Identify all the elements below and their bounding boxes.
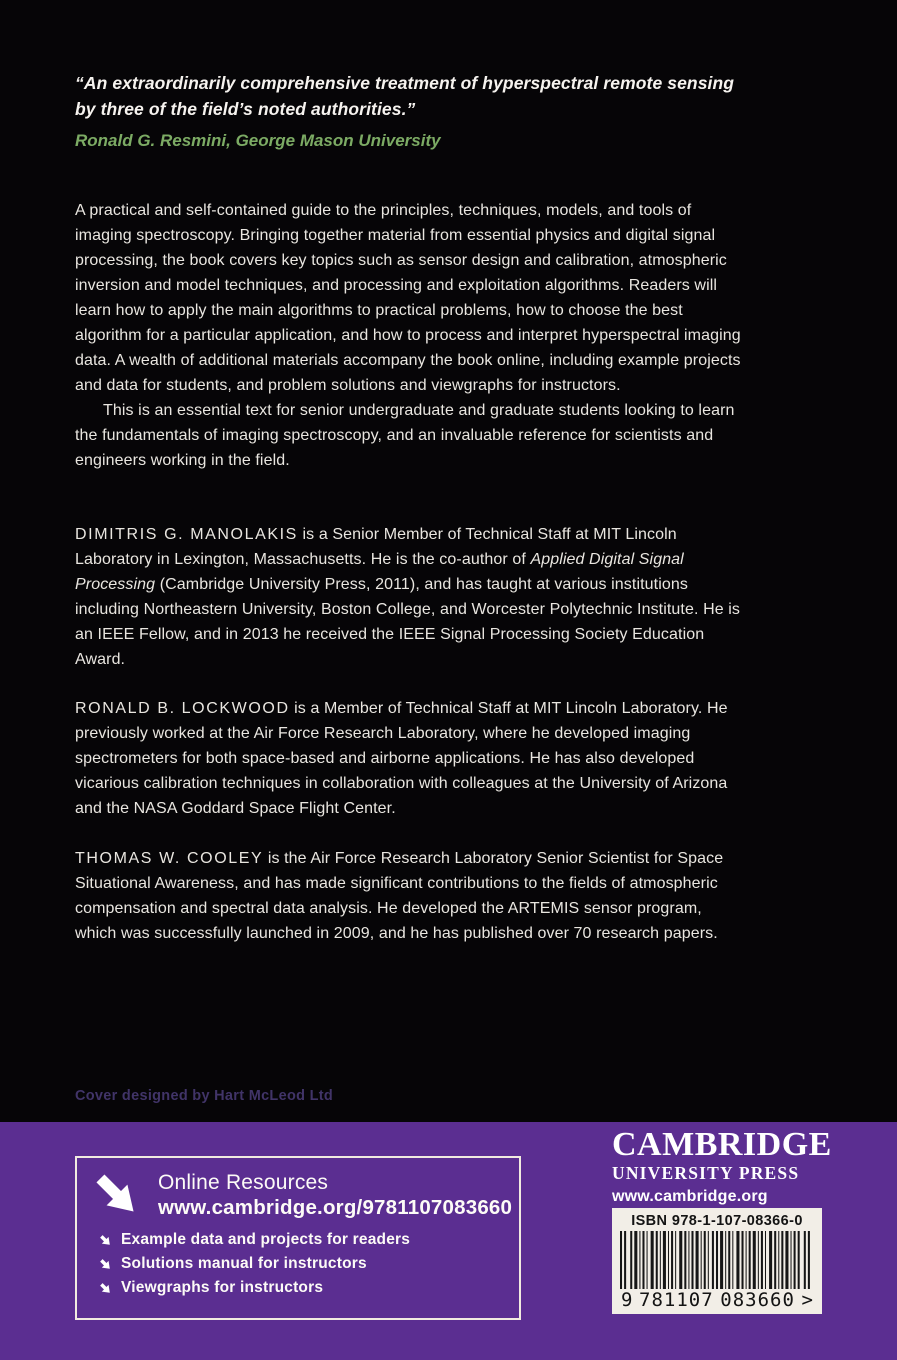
online-resources-header: [91, 1169, 513, 1221]
cover-design-credit: Cover designed by Hart McLeod Ltd: [75, 1088, 334, 1104]
publisher-logo-block: [612, 1126, 832, 1206]
online-resources-title: Online Resources: [158, 1171, 329, 1194]
author-bio-manolakis: [75, 522, 747, 672]
online-resources-titles: [158, 1170, 512, 1220]
publisher-imprint: UNIVERSITY PRESS: [612, 1163, 800, 1183]
description-paragraph-2: This is an essential text for senior undergraduate and graduate students looking to learn the fundamentals of imaging spectroscopy, and an invaluable reference for scientists and engineers working in the field.: [75, 402, 735, 469]
author-bio-cooley: [75, 846, 747, 946]
review-quote-text: “An extraordinarily comprehensive treatment of hyperspectral remote sensing by three of the field’s noted authorities.”: [75, 73, 735, 119]
author-bio-text: RONALD B. LOCKWOOD is a Member of Technical Staff at MIT Lincoln Laboratory. He previously worked at the Air Force Research Laboratory, where he developed imaging spectrometers for both space-based and airborne applications. He has also developed vicarious calibration techniques in collaboration with colleagues at the University of Arizona and the NASA Goddard Space Flight Center.: [75, 700, 728, 817]
isbn-digit-group: >: [801, 1289, 813, 1311]
isbn-label: ISBN 978-1-107-08366-0: [631, 1213, 803, 1229]
arrow-down-right-icon: [99, 1234, 112, 1247]
author-bio-lockwood: [75, 696, 747, 821]
isbn-digit-group: 781107: [639, 1289, 714, 1311]
isbn-digit-group: 083660: [720, 1289, 795, 1311]
isbn-digits: [620, 1289, 814, 1311]
publisher-website: www.cambridge.org: [612, 1188, 768, 1205]
resource-item-label: Viewgraphs for instructors: [121, 1279, 324, 1296]
arrow-down-right-icon: [99, 1282, 112, 1295]
resource-item: [99, 1255, 505, 1273]
author-bio-text: THOMAS W. COOLEY is the Air Force Research Laboratory Senior Scientist for Space Situational Awareness, and has made significant contributions to the fields of atmospheric compensation and spectral data analysis. He developed the ARTEMIS sensor program, which was successfully launched in 2009, and he has published over 70 research papers.: [75, 850, 724, 942]
barcode-icon: [620, 1231, 814, 1289]
resource-item: [99, 1279, 505, 1297]
online-resources-list: [91, 1231, 505, 1297]
review-quote-attribution: Ronald G. Resmini, George Mason University: [75, 131, 441, 150]
description-paragraph-1: A practical and self-contained guide to the principles, techniques, models, and tools of imaging spectroscopy. Bringing together material from essential physics and digital signal processing, the book covers key topics such as sensor design and calibration, atmospheric inversion and model techniques, and processing and exploitation algorithms. Readers will learn how to apply the main algorithms to practical problems, how to choose the best algorithm for a particular application, and how to process and interpret hyperspectral imaging data. A wealth of additional materials accompany the book online, including example projects and data for students, and problem solutions and viewgraphs for instructors.: [75, 202, 741, 394]
online-resources-url: www.cambridge.org/9781107083660: [158, 1196, 513, 1219]
resource-item-label: Example data and projects for readers: [121, 1231, 411, 1248]
author-bio-text: DIMITRIS G. MANOLAKIS is a Senior Member of Technical Staff at MIT Lincoln Laboratory in Lexington, Massachusetts. He is the co-author of Applied Digital Signal Processing (Cambridge University Press, 2011), and has taught at various institutions including Northeastern University, Boston College, and Worcester Polytechnic Institute. He is an IEEE Fellow, and in 2013 he received the IEEE Signal Processing Society Education Award.: [75, 526, 741, 668]
isbn-digit-group: 9: [621, 1289, 633, 1311]
isbn-barcode-box: [612, 1208, 822, 1314]
footer-band: [0, 1122, 897, 1360]
review-quote-block: [75, 70, 755, 153]
resource-item-label: Solutions manual for instructors: [121, 1255, 367, 1272]
book-description: [75, 198, 747, 473]
arrow-down-right-icon: [91, 1169, 143, 1221]
arrow-down-right-icon: [99, 1258, 112, 1271]
online-resources-box: [75, 1156, 521, 1320]
publisher-name: CAMBRIDGE: [612, 1126, 832, 1163]
resource-item: [99, 1231, 505, 1249]
